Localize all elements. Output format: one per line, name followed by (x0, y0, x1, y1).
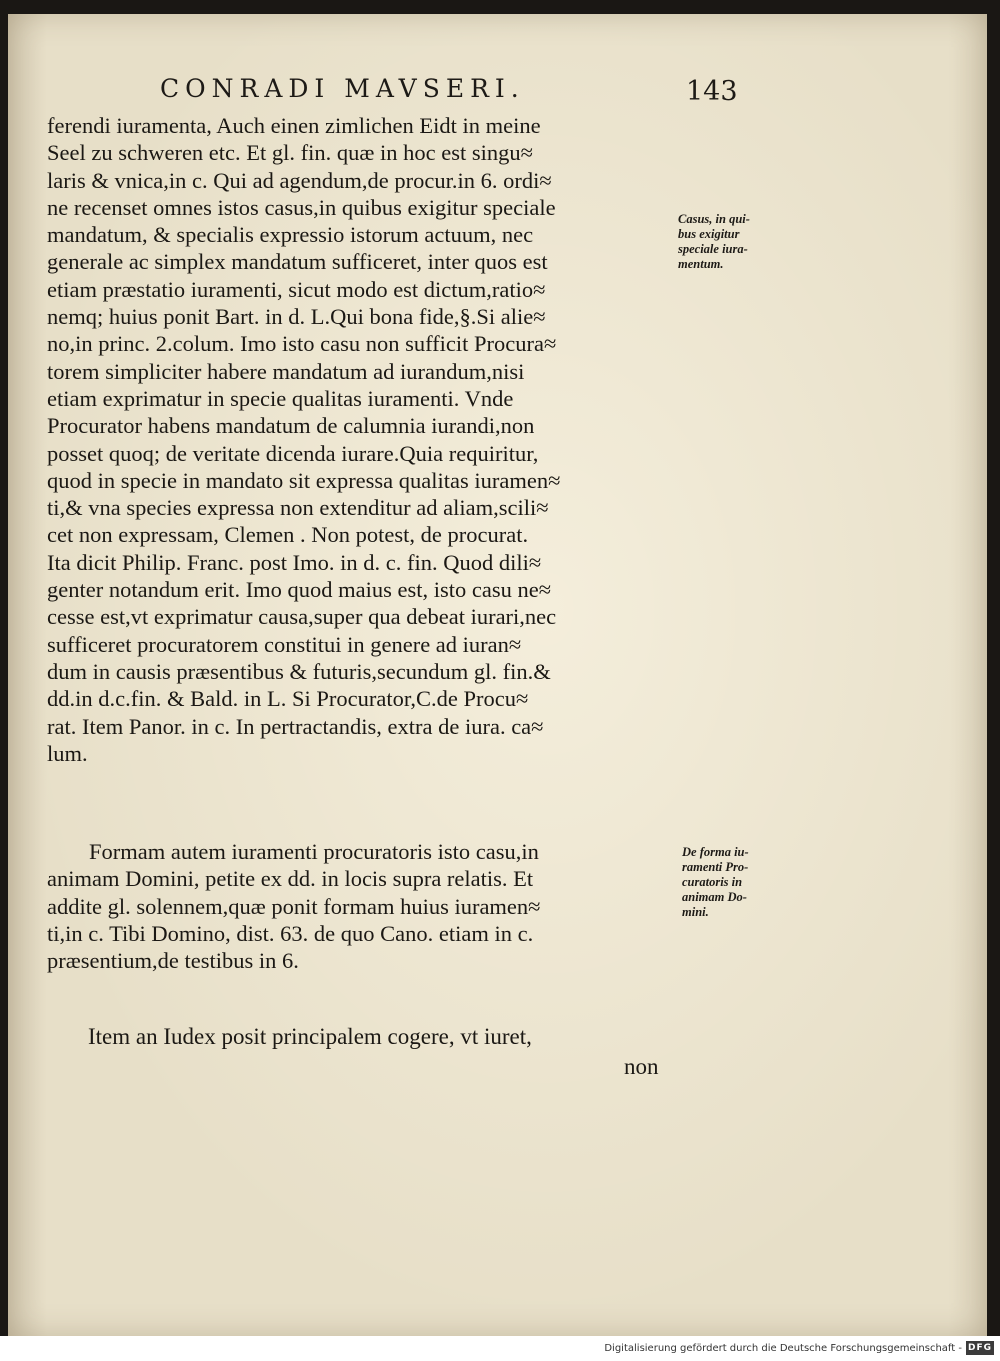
marginal-line: De forma iu- (682, 845, 749, 859)
marginal-note-2 (682, 845, 749, 920)
text-line: quod in specie in mandato sit expressa qualitas iuramen≈ (47, 467, 561, 493)
text-line: rat. Item Panor. in c. In pertractandis, extra de iura. ca≈ (47, 713, 544, 739)
text-line: mandatum, & specialis expressio istorum actuum, nec (47, 222, 534, 248)
text-line: Formam autem iuramenti procuratoris isto casu,in (89, 839, 539, 864)
text-line: nemq; huius ponit Bart. in d. L.Qui bona fide,§.Si alie≈ (47, 304, 546, 330)
text-line: torem simpliciter habere mandatum ad iurandum,nisi (47, 358, 525, 384)
text-line: dd.in d.c.fin. & Bald. in L. Si Procurator,C.de Procu≈ (47, 686, 529, 712)
paragraph-2 (47, 838, 673, 974)
paragraph-1 (47, 112, 673, 767)
text-line: genter notandum erit. Imo quod maius est, isto casu ne≈ (47, 577, 552, 603)
text-line: cet non expressam, Clemen . Non potest, de procurat. (47, 522, 529, 548)
marginal-line: ramenti Pro- (682, 860, 749, 874)
marginal-note-1 (678, 212, 750, 272)
footer-credit: Digitalisierung gefördert durch die Deutsche Forschungsgemeinschaft - (604, 1343, 962, 1354)
text-line: etiam præstatio iuramenti, sicut modo est dictum,ratio≈ (47, 276, 546, 302)
dfg-logo-icon: DFG (967, 1343, 992, 1353)
text-line: præsentium,de testibus in 6. (47, 948, 299, 974)
text-line: cesse est,vt exprimatur causa,super qua debeat iurari,nec (47, 604, 557, 630)
marginal-line: bus exigitur (678, 227, 740, 241)
text-line: generale ac simplex mandatum sufficeret, inter quos est (47, 249, 548, 275)
catchword: non (624, 1054, 659, 1079)
text-line: Procurator habens mandatum de calumnia iurandi,non (47, 413, 535, 439)
text-line: ti,& vna species expressa non extenditur ad aliam,scili≈ (47, 495, 549, 521)
marginal-line: mentum. (678, 257, 724, 271)
text-line: ferendi iuramenta, Auch einen zimlichen Eidt in meine (47, 113, 541, 138)
section-heading-line: Item an Iudex posit principalem cogere, vt iuret, (88, 1024, 532, 1049)
marginal-line: animam Do- (682, 890, 747, 904)
text-line: addite gl. solennem,quæ ponit formam huius iuramen≈ (47, 893, 541, 919)
text-line: Seel zu schweren etc. Et gl. fin. quæ in hoc est singu≈ (47, 140, 533, 166)
text-line: dum in causis præsentibus & futuris,secundum gl. fin.& (47, 658, 551, 684)
text-line: animam Domini, petite ex dd. in locis supra relatis. Et (47, 866, 534, 892)
marginal-line: speciale iura- (678, 242, 748, 256)
text-line: Ita dicit Philip. Franc. post Imo. in d. c. fin. Quod dili≈ (47, 549, 542, 575)
text-line: etiam exprimatur in specie qualitas iuramenti. Vnde (47, 385, 514, 411)
marginal-line: curatoris in (682, 875, 743, 889)
text-line: lum. (47, 740, 88, 766)
running-head: CONRADI MAVSERI. (160, 74, 525, 103)
marginal-line: mini. (682, 905, 709, 919)
text-line: posset quoq; de veritate dicenda iurare.Quia requiritur, (47, 440, 539, 466)
text-line: no,in princ. 2.colum. Imo isto casu non sufficit Procura≈ (47, 331, 557, 357)
marginal-line: Casus, in qui- (678, 212, 750, 226)
text-line: ne recenset omnes istos casus,in quibus exigitur speciale (47, 194, 556, 220)
page-number: 143 (686, 76, 738, 107)
text-line: sufficeret procuratorem constitui in genere ad iuran≈ (47, 631, 522, 657)
text-line: ti,in c. Tibi Domino, dist. 63. de quo Cano. etiam in c. (47, 920, 534, 946)
text-line: laris & vnica,in c. Qui ad agendum,de procur.in 6. ordi≈ (47, 167, 552, 193)
